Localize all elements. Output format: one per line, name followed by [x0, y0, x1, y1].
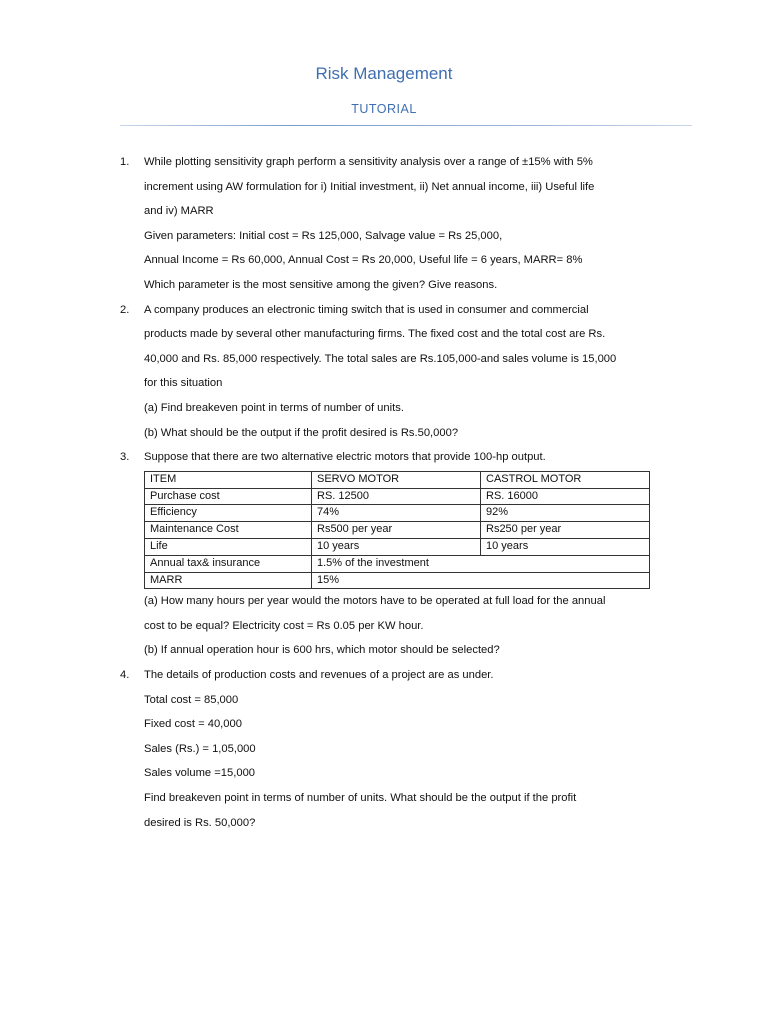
document-subtitle: TUTORIAL	[351, 102, 417, 116]
table-cell: Annual tax& insurance	[145, 555, 312, 572]
question-line: Sales volume =15,000	[144, 767, 256, 780]
table-header-cell: CASTROL MOTOR	[481, 471, 650, 488]
table-header-row	[145, 471, 650, 488]
question-line: (b) If annual operation hour is 600 hrs, which motor should be selected?	[144, 644, 500, 657]
title-divider	[120, 125, 692, 126]
question-4	[120, 663, 660, 835]
motor-comparison-table	[144, 471, 650, 590]
table-header-cell: ITEM	[145, 471, 312, 488]
question-line: Which parameter is the most sensitive among the given? Give reasons.	[144, 278, 498, 291]
table-cell: Purchase cost	[145, 488, 312, 505]
table-row	[145, 522, 650, 539]
question-number: 1.	[120, 156, 130, 168]
table-cell: Efficiency	[145, 505, 312, 522]
question-line: (a) How many hours per year would the motors have to be operated at full load for the annual	[144, 595, 606, 608]
table-cell: Maintenance Cost	[145, 522, 312, 539]
question-list	[120, 150, 660, 835]
table-row	[145, 572, 650, 589]
question-line: A company produces an electronic timing switch that is used in consumer and commercial	[144, 303, 589, 316]
question-line: cost to be equal? Electricity cost = Rs 0.05 per KW hour.	[144, 619, 424, 632]
table-cell: Life	[145, 538, 312, 555]
document-title: Risk Management	[315, 64, 453, 83]
table-cell: 10 years	[312, 538, 481, 555]
question-number: 3.	[120, 451, 130, 464]
table-cell: 1.5% of the investment	[312, 555, 650, 572]
question-line: for this situation	[144, 377, 223, 390]
question-line: (b) What should be the output if the profit desired is Rs.50,000?	[144, 426, 459, 439]
table-cell: MARR	[145, 572, 312, 589]
table-row	[145, 505, 650, 522]
question-line: Sales (Rs.) = 1,05,000	[144, 742, 256, 755]
question-line: Find breakeven point in terms of number of units. What should be the output if the profit	[144, 792, 577, 805]
question-line: While plotting sensitivity graph perform a sensitivity analysis over a range of ±15% with 5%	[144, 156, 593, 168]
question-line: Given parameters: Initial cost = Rs 125,000, Salvage value = Rs 25,000,	[144, 229, 503, 242]
question-line: Total cost = 85,000	[144, 693, 239, 706]
question-line: products made by several other manufacturing firms. The fixed cost and the total cost are Rs.	[144, 328, 606, 341]
question-line: (a) Find breakeven point in terms of number of units.	[144, 401, 404, 414]
table-header-cell: SERVO MOTOR	[312, 471, 481, 488]
table-cell: 92%	[481, 505, 650, 522]
question-line: desired is Rs. 50,000?	[144, 816, 256, 829]
question-line: Annual Income = Rs 60,000, Annual Cost = Rs 20,000, Useful life = 6 years, MARR= 8%	[144, 254, 583, 267]
table-row	[145, 538, 650, 555]
question-1	[120, 150, 660, 298]
question-line: and iv) MARR	[144, 205, 214, 218]
table-cell: Rs500 per year	[312, 522, 481, 539]
table-cell: 15%	[312, 572, 650, 589]
table-cell: Rs250 per year	[481, 522, 650, 539]
table-cell: 74%	[312, 505, 481, 522]
question-3	[120, 445, 660, 663]
question-line: The details of production costs and revenues of a project are as under.	[144, 669, 494, 682]
question-number: 4.	[120, 669, 130, 682]
table-cell: RS. 12500	[312, 488, 481, 505]
table-cell: RS. 16000	[481, 488, 650, 505]
question-line: Suppose that there are two alternative electric motors that provide 100-hp output.	[144, 451, 546, 464]
table-cell: 10 years	[481, 538, 650, 555]
question-2	[120, 298, 660, 446]
table-row	[145, 488, 650, 505]
question-number: 2.	[120, 303, 130, 316]
question-line: 40,000 and Rs. 85,000 respectively. The total sales are Rs.105,000-and sales volume is 15,000	[144, 352, 617, 365]
table-row	[145, 555, 650, 572]
question-line: Fixed cost = 40,000	[144, 718, 242, 731]
question-line: increment using AW formulation for i) Initial investment, ii) Net annual income, iii) Useful life	[144, 180, 595, 193]
